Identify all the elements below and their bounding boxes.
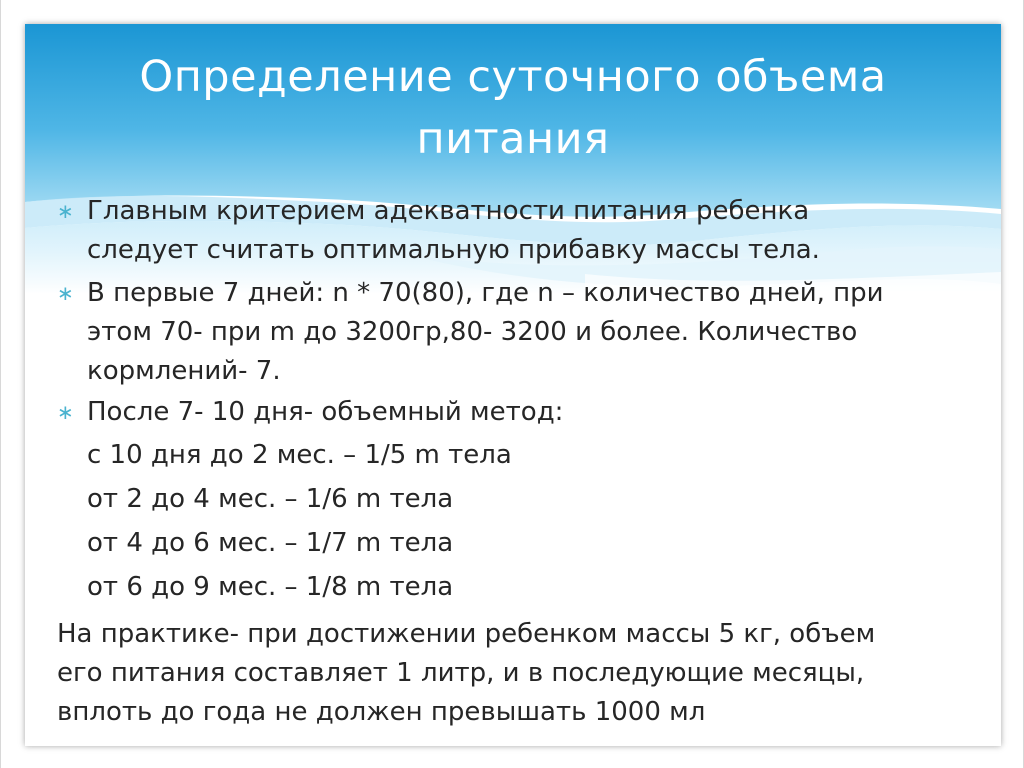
- paragraph-line: его питания составляет 1 литр, и в последующие месяцы,: [57, 658, 865, 688]
- bullet-line: После 7- 10 дня- объемный метод:: [87, 397, 564, 427]
- sub-line: от 6 до 9 мес. – 1/8 m тела: [87, 572, 454, 602]
- bullet-item: [57, 393, 957, 432]
- paragraph-line: На практике- при достижении ребенком массы 5 кг, объем: [57, 619, 876, 649]
- sub-line: от 4 до 6 мес. – 1/7 m тела: [87, 528, 454, 558]
- paragraph-line: вплоть до года не должен превышать 1000 мл: [57, 697, 706, 727]
- slide: [25, 24, 1001, 746]
- sub-line: от 2 до 4 мес. – 1/6 m тела: [87, 484, 454, 514]
- slide-content: [25, 24, 1001, 746]
- title-line-1: Определение суточного объема: [139, 52, 887, 102]
- sub-line: с 10 дня до 2 мес. – 1/5 m тела: [87, 440, 512, 470]
- bullet-line: следует считать оптимальную прибавку массы тела.: [87, 235, 820, 265]
- asterisk-bullet-icon: ∗: [57, 400, 74, 424]
- asterisk-bullet-icon: ∗: [57, 199, 74, 223]
- closing-paragraph: [57, 615, 957, 732]
- bullet-line: Главным критерием адекватности питания ребенка: [87, 196, 810, 226]
- bullet-item: [57, 274, 957, 391]
- bullet-line: кормлений- 7.: [87, 356, 281, 386]
- bullet-item: [57, 192, 957, 270]
- title-line-2: питания: [416, 114, 610, 164]
- bullet-line: этом 70- при m до 3200гр,80- 3200 и более. Количество: [87, 317, 858, 347]
- asterisk-bullet-icon: ∗: [57, 281, 74, 305]
- bullet-line: В первые 7 дней: n * 70(80), где n – количество дней, при: [87, 278, 884, 308]
